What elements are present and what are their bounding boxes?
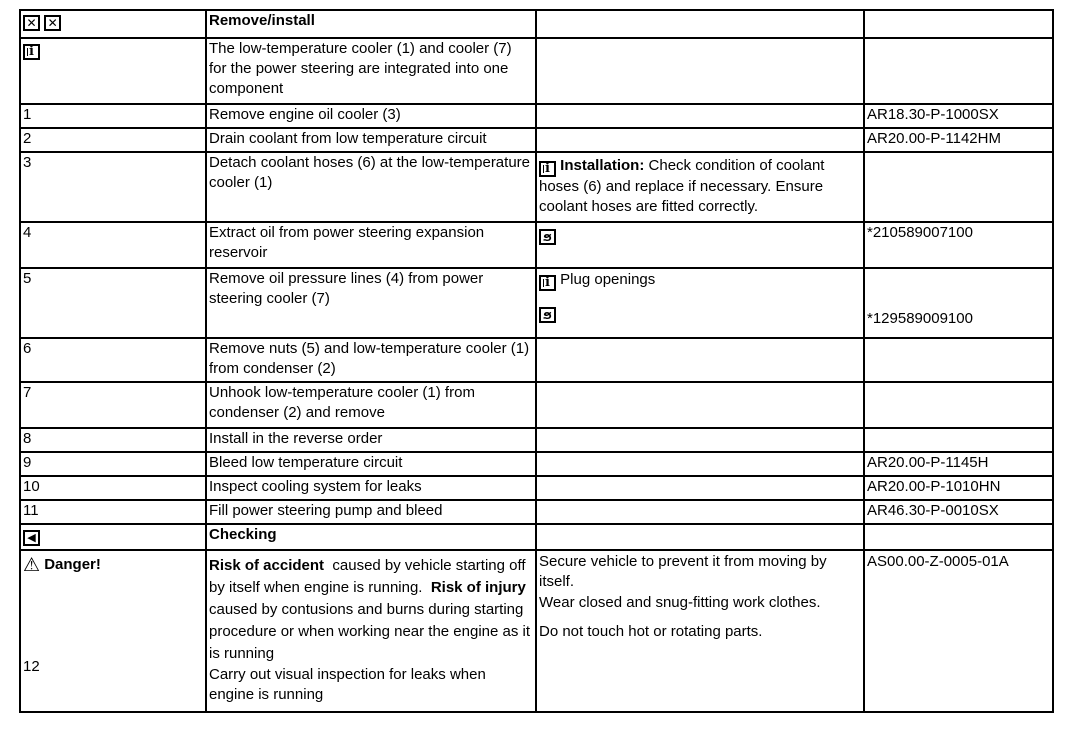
special-tool-icon: ϧ xyxy=(539,307,556,323)
remove-install-icon: ✕ xyxy=(23,15,40,31)
header-row xyxy=(20,10,1053,38)
danger-measure: Secure vehicle to prevent it from moving by itself. xyxy=(539,553,827,590)
plug-openings-note xyxy=(539,270,861,291)
danger-row xyxy=(20,550,1053,712)
step-number: 6 xyxy=(20,338,206,382)
step-text: Remove nuts (5) and low-temperature cooler (1) from condenser (2) xyxy=(206,338,536,382)
warning-triangle-icon: ⚠ xyxy=(23,554,41,576)
step-number: 11 xyxy=(20,500,206,524)
table-row xyxy=(20,268,1053,338)
note-row xyxy=(20,38,1053,104)
step-number: 2 xyxy=(20,128,206,152)
table-row xyxy=(20,128,1053,152)
installation-label: Installation: xyxy=(560,157,645,174)
danger-measure: Do not touch hot or rotating parts. xyxy=(539,623,763,640)
step-text: Inspect cooling system for leaks xyxy=(206,476,536,500)
info-icon: i xyxy=(539,275,556,291)
procedure-table xyxy=(19,9,1054,713)
step-number: 10 xyxy=(20,476,206,500)
table-row xyxy=(20,104,1053,128)
step-text: Remove oil pressure lines (4) from power steering cooler (7) xyxy=(206,268,536,338)
section-title: Remove/install xyxy=(206,10,536,38)
step-number: 5 xyxy=(20,268,206,338)
checking-row xyxy=(20,524,1053,550)
table-row xyxy=(20,382,1053,428)
installation-text: Check condition of coolant hoses (6) and replace if necessary. Ensure coolant hoses are fitted correctly. xyxy=(539,157,825,215)
step-reference: AR20.00-P-1010HN xyxy=(864,476,1053,500)
step-reference: AR18.30-P-1000SX xyxy=(864,104,1053,128)
header-icons-cell xyxy=(20,10,206,38)
step-number: 9 xyxy=(20,452,206,476)
step-text: Carry out visual inspection for leaks when engine is running xyxy=(209,666,486,703)
step-text: Detach coolant hoses (6) at the low-temperature cooler (1) xyxy=(206,152,536,222)
table-row xyxy=(20,476,1053,500)
step-number: 4 xyxy=(20,222,206,268)
step-reference: AR20.00-P-1142HM xyxy=(864,128,1053,152)
table-row xyxy=(20,338,1053,382)
step-reference: *129589009100 xyxy=(867,310,973,327)
step-reference: AR46.30-P-0010SX xyxy=(864,500,1053,524)
danger-reference: AS00.00-Z-0005-01A xyxy=(864,550,1053,712)
step-reference: AR20.00-P-1145H xyxy=(864,452,1053,476)
table-row xyxy=(20,500,1053,524)
step-reference: *210589007100 xyxy=(864,222,1053,268)
note-text: The low-temperature cooler (1) and cooler (7) for the power steering are integrated into one component xyxy=(206,38,536,104)
installation-note xyxy=(536,152,864,222)
table-row xyxy=(20,222,1053,268)
table-row xyxy=(20,152,1053,222)
step-text: Remove engine oil cooler (3) xyxy=(206,104,536,128)
checking-arrow-icon: ◀ xyxy=(23,530,40,546)
danger-risk-text: Risk of accident caused by vehicle starting off by itself when engine is running. Risk of injury caused by contusions and burns during starting procedure or when working near the engine as it is running xyxy=(209,557,531,662)
step-number: 7 xyxy=(20,382,206,428)
danger-label: ⚠ Danger! xyxy=(23,554,101,576)
plug-openings-text: Plug openings xyxy=(560,271,656,288)
step-text: Unhook low-temperature cooler (1) from condenser (2) and remove xyxy=(206,382,536,428)
step-number: 12 xyxy=(23,658,40,675)
special-tool-icon: ϧ xyxy=(539,229,556,245)
checking-title: Checking xyxy=(206,524,536,550)
danger-measure: Wear closed and snug-fitting work clothes. xyxy=(539,594,821,611)
step-number: 3 xyxy=(20,152,206,222)
table-row xyxy=(20,428,1053,452)
step-text: Extract oil from power steering expansion reservoir xyxy=(206,222,536,268)
table-row xyxy=(20,452,1053,476)
step-number: 1 xyxy=(20,104,206,128)
info-icon: i xyxy=(23,44,40,60)
step-text: Install in the reverse order xyxy=(206,428,536,452)
step-text: Fill power steering pump and bleed xyxy=(206,500,536,524)
step-number: 8 xyxy=(20,428,206,452)
remove-install-icon: ✕ xyxy=(44,15,61,31)
info-icon: i xyxy=(539,161,556,177)
step-text: Bleed low temperature circuit xyxy=(206,452,536,476)
step-text: Drain coolant from low temperature circuit xyxy=(206,128,536,152)
